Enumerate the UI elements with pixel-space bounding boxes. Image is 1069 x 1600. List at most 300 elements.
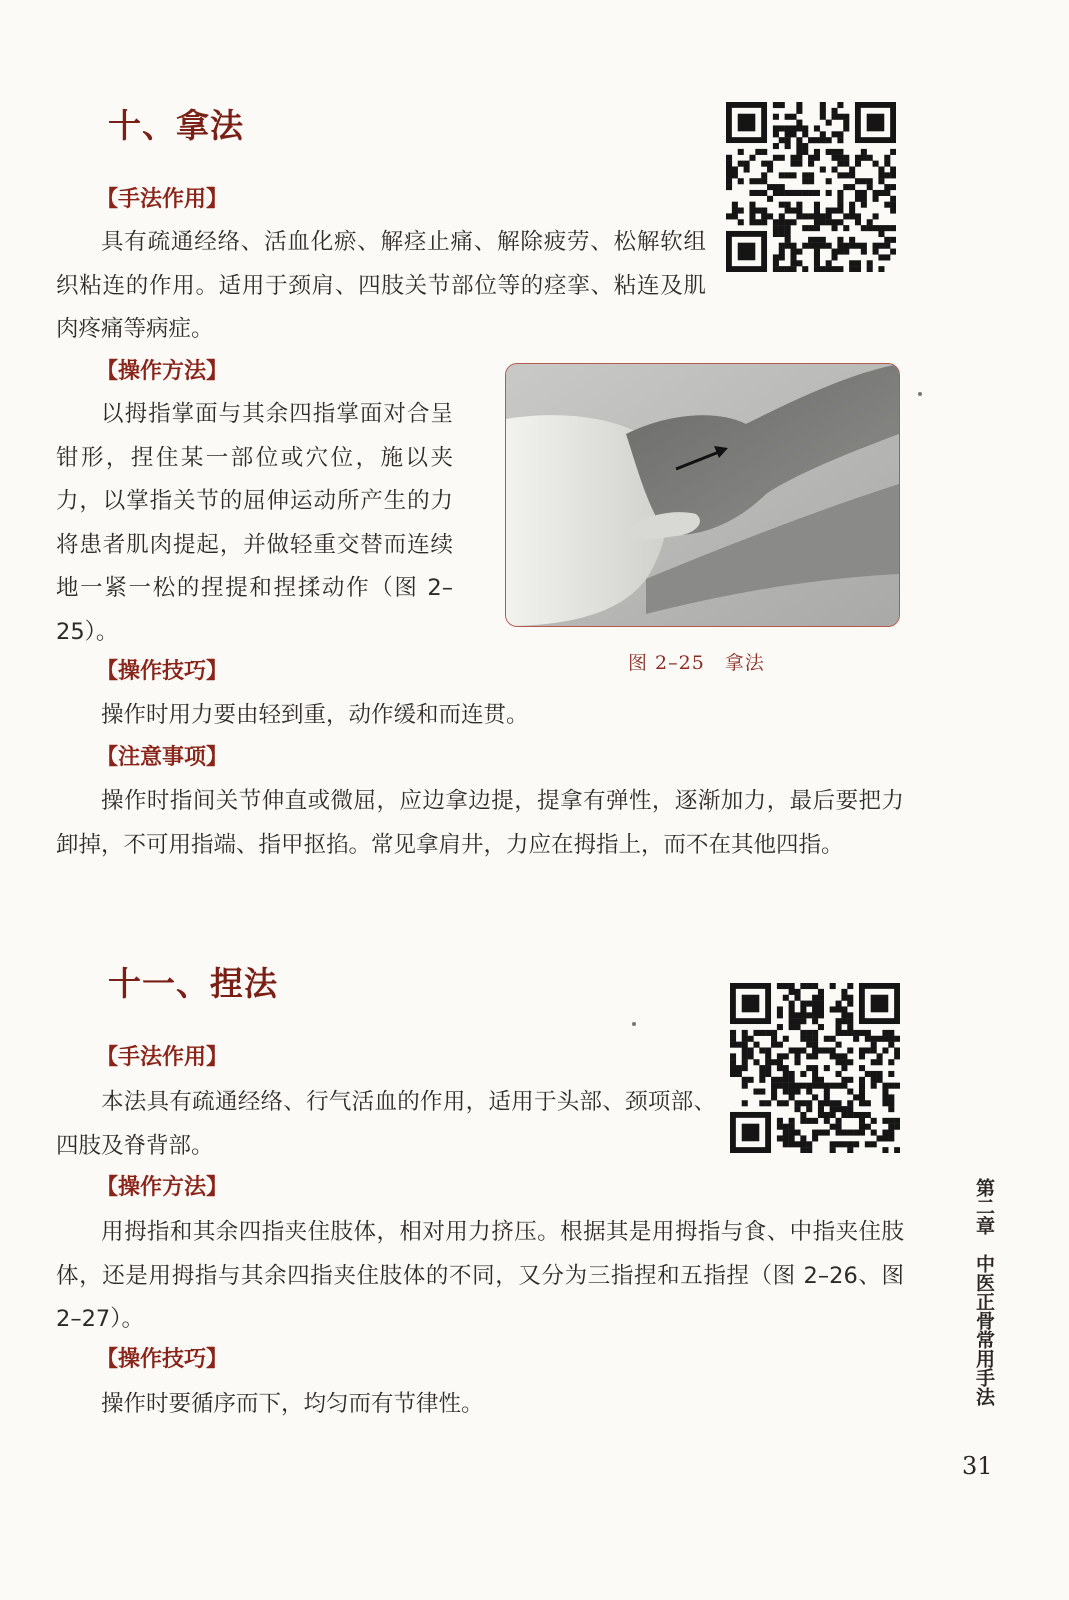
qr-module [814,137,820,143]
qr-module [814,219,820,225]
qr-module [832,149,838,155]
qr-module [790,190,796,196]
qr-module [832,108,838,114]
qr-module [812,1012,818,1018]
qr-module [759,1077,765,1083]
qr-module [761,172,767,178]
qr-module [878,254,884,260]
qr-module [855,243,861,249]
qr-module [748,1077,754,1083]
qr-module [894,1124,900,1130]
qr-module [849,172,855,178]
qr-module [748,1047,754,1053]
qr-module [790,249,796,255]
qr-module [888,1100,894,1106]
qr-module [841,1077,847,1083]
qr-module [859,1124,865,1130]
qr-module [755,219,761,225]
qr-module [878,225,884,231]
qr-module [796,249,802,255]
qr-module [808,178,814,184]
qr-module [749,208,755,214]
qr-module [855,190,861,196]
qr-module [855,219,861,225]
qr-module [790,219,796,225]
qr-module [812,1001,818,1007]
qr-module [812,983,818,989]
qr-module [771,1077,777,1083]
qr-module [802,243,808,249]
qr-module [794,995,800,1001]
qr-module [748,1036,754,1042]
qr-module [779,225,785,231]
qr-module [785,125,791,131]
qr-module [888,1071,894,1077]
qr-module [843,172,849,178]
chapter-side-label: 第二章 中医正骨常用手法 [973,1178,995,1406]
qr-module [841,1130,847,1136]
qr-module [871,1071,877,1077]
qr-module [882,1135,888,1141]
qr-module [871,1047,877,1053]
qr-module [759,1100,765,1106]
qr-module [777,1124,783,1130]
qr-module [884,225,890,231]
qr-module [843,243,849,249]
qr-module [794,1053,800,1059]
qr-module [773,219,779,225]
qr-module [890,225,896,231]
qr-module [865,1071,871,1077]
qr-module [826,178,832,184]
qr-module [873,225,879,231]
qr-module [796,202,802,208]
qr-module [800,1036,806,1042]
qr-module [789,1012,795,1018]
qr-module [755,208,761,214]
qr-module [761,190,767,196]
qr-module [806,1147,812,1153]
qr-module [773,266,779,272]
qr-module [820,114,826,120]
qr-module [836,1130,842,1136]
qr-module [726,213,732,219]
qr-module [759,1047,765,1053]
qr-module [841,1106,847,1112]
qr-module [796,149,802,155]
qr-module [841,1006,847,1012]
qr-module [878,166,884,172]
qr-module [818,1112,824,1118]
qr-module [785,231,791,237]
qr-module [890,208,896,214]
qr-module [742,1077,748,1083]
qr-module [820,108,826,114]
qr-module [726,166,732,172]
qr-module [836,1006,842,1012]
qr-module [759,1071,765,1077]
qr-module [738,219,744,225]
qr-module [777,1053,783,1059]
qr-module [790,254,796,260]
qr-module [800,1001,806,1007]
qr-module [818,1001,824,1007]
qr-module [867,266,873,272]
qr-module [832,155,838,161]
qr-module [742,1053,748,1059]
qr-module [888,1094,894,1100]
qr-module [742,1065,748,1071]
qr-module [790,172,796,178]
qr-module [808,213,814,219]
qr-module [771,1030,777,1036]
qr-module [877,1071,883,1077]
qr-module [847,1059,853,1065]
print-speck [918,392,922,396]
qr-module [812,1065,818,1071]
qr-module [800,983,806,989]
qr-module [884,243,890,249]
qr-module [843,120,849,126]
qr-module [849,260,855,266]
qr-module [894,1118,900,1124]
qr-module [859,1112,865,1118]
qr-module [779,219,785,225]
qr-module [836,1083,842,1089]
qr-module [832,225,838,231]
qr-module [849,266,855,272]
qr-module [832,208,838,214]
qr-module [783,1135,789,1141]
qr-module [777,1083,783,1089]
qr-module [742,1083,748,1089]
qr-module [794,1083,800,1089]
qr-module [877,1077,883,1083]
qr-module [812,1071,818,1077]
qr-module [794,989,800,995]
qr-module [882,1036,888,1042]
qr-code-icon[interactable] [730,983,900,1153]
qr-module [802,131,808,137]
qr-module [867,219,873,225]
qr-module [837,137,843,143]
qr-module [837,196,843,202]
qr-module [873,243,879,249]
qr-module [806,1036,812,1042]
qr-module [738,178,744,184]
qr-module [773,225,779,231]
qr-module [777,1042,783,1048]
qr-module [826,149,832,155]
qr-module [841,989,847,995]
qr-module [773,155,779,161]
nafa-hand-illustration [506,364,899,626]
qr-module [771,1089,777,1095]
qr-module [779,184,785,190]
qr-module [836,1042,842,1048]
qr-module [812,1006,818,1012]
qr-module [847,1141,853,1147]
qr-module [836,1071,842,1077]
qr-module [859,1100,865,1106]
qr-module [837,102,843,108]
qr-module [853,1036,859,1042]
qr-module [830,1112,836,1118]
qr-module [794,1059,800,1065]
qr-module [837,266,843,272]
qr-module [806,1065,812,1071]
qr-module [808,137,814,143]
qr-module [837,190,843,196]
qr-module [867,225,873,231]
qr-module [789,1083,795,1089]
qr-module [859,1089,865,1095]
qr-module [814,237,820,243]
qr-module [726,178,732,184]
qr-module [830,1106,836,1112]
qr-module [800,1071,806,1077]
qr-module [744,161,750,167]
qr-module [859,1130,865,1136]
qr-module [836,1141,842,1147]
qr-module [877,1053,883,1059]
qr-module [818,1012,824,1018]
qr-module [789,1006,795,1012]
qr-module [861,243,867,249]
qr-module [730,1059,736,1065]
qr-module [765,1047,771,1053]
paragraph-method [56,393,453,654]
qr-module [847,1130,853,1136]
qr-module [882,1047,888,1053]
qr-module [806,1053,812,1059]
qr-module [841,1030,847,1036]
qr-module [861,225,867,231]
qr-module [826,120,832,126]
qr-module [783,1071,789,1077]
notes-text: 操作时指间关节伸直或微屈，应边拿边提，提拿有弹性，逐渐加力，最后要把力卸掉，不可用指端、指甲抠掐。常见拿肩井，力应在拇指上，而不在其他四指。 [56,788,904,858]
qr-module [867,184,873,190]
qr-module [814,202,820,208]
qr-module [783,1130,789,1136]
qr-module [894,1147,900,1153]
label-method: 【操作方法】 [96,359,229,384]
qr-module [837,114,843,120]
qr-module [773,190,779,196]
qr-module [777,1012,783,1018]
qr-module [830,983,836,989]
qr-module [884,172,890,178]
qr-module [812,1118,818,1124]
qr-module [820,213,826,219]
qr-module [730,1042,736,1048]
qr-module [808,172,814,178]
qr-module [730,1071,736,1077]
qr-module [843,184,849,190]
qr-module [796,108,802,114]
qr-module [841,1065,847,1071]
qr-module [779,137,785,143]
qr-module [753,1042,759,1048]
qr-module [736,1071,742,1077]
qr-module [806,1001,812,1007]
qr-module [855,196,861,202]
qr-module [796,125,802,131]
qr-module [773,125,779,131]
method-text: 以拇指掌面与其余四指掌面对合呈钳形，捏住某一部位或穴位，施以夹力，以掌指关节的屈伸运动所产生的力将患者肌肉提起，并做轻重交替而连续地一紧一松的捏提和捏揉动作（图 2–25）。 [56,401,453,645]
qr-module [753,1030,759,1036]
qr-module [730,1065,736,1071]
qr-module [789,1071,795,1077]
qr-module [847,1147,853,1153]
qr-module [884,254,890,260]
qr-module [777,1100,783,1106]
qr-module [742,1059,748,1065]
qr-module [742,1100,748,1106]
qr-module [802,225,808,231]
qr-module [820,266,826,272]
qr-module [785,190,791,196]
figure-2-25-photo [505,363,900,627]
qr-module [796,161,802,167]
qr-module [882,1030,888,1036]
qr-module [779,202,785,208]
qr-module [767,196,773,202]
qr-module [814,243,820,249]
qr-module [882,1089,888,1095]
qr-module [830,1006,836,1012]
qr-module [796,155,802,161]
qr-module [796,190,802,196]
qr-module [765,1030,771,1036]
qr-module [785,237,791,243]
qr-module [806,1100,812,1106]
qr-module [837,149,843,155]
qr-module [820,219,826,225]
qr-module [878,231,884,237]
qr-module [820,137,826,143]
qr-module [826,190,832,196]
qr-module [812,1042,818,1048]
qr-module [794,1018,800,1024]
qr-module [779,249,785,255]
qr-module [820,237,826,243]
qr-module [761,149,767,155]
qr-module [820,131,826,137]
qr-module [841,995,847,1001]
qr-module [888,1059,894,1065]
qr-module [843,155,849,161]
qr-module [818,1006,824,1012]
qr-module [812,1047,818,1053]
qr-module [777,1059,783,1065]
qr-module [849,166,855,172]
qr-module [802,149,808,155]
qr-module [785,131,791,137]
qr-module [765,1059,771,1065]
qr-module [877,1036,883,1042]
qr-module [790,266,796,272]
qr-module [865,1112,871,1118]
qr-module [859,1118,865,1124]
qr-module [789,1024,795,1030]
qr-module [785,202,791,208]
qr-module [802,213,808,219]
qr-module [882,1100,888,1106]
qr-module [888,1083,894,1089]
qr-module [826,266,832,272]
qr-module [761,161,767,167]
qr-module [884,161,890,167]
qr-module [783,1065,789,1071]
qr-module [894,1083,900,1089]
qr-module [749,155,755,161]
qr-module [843,125,849,131]
qr-module [826,137,832,143]
skill-text: 操作时用力要由轻到重，动作缓和而连贯。 [101,702,529,728]
qr-module [789,1135,795,1141]
qr-module [890,237,896,243]
qr-module [806,1012,812,1018]
qr-module [814,254,820,260]
qr-module [812,1018,818,1024]
qr-module [832,219,838,225]
qr-code-icon[interactable] [726,102,896,272]
qr-module [882,1094,888,1100]
qr-module [812,1053,818,1059]
qr-module [773,114,779,120]
qr-module [814,266,820,272]
qr-module [836,1053,842,1059]
qr-module [812,995,818,1001]
qr-module [818,1047,824,1053]
qr-module [755,190,761,196]
qr-module [783,1089,789,1095]
qr-module [855,266,861,272]
section-title-niefa: 十一、捏法 [108,964,278,1003]
qr-module [855,213,861,219]
qr-module [836,1018,842,1024]
qr-module [855,155,861,161]
qr-module [790,131,796,137]
qr-module [847,1077,853,1083]
qr-module [877,1059,883,1065]
qr-module [790,161,796,167]
qr-module [861,196,867,202]
qr-module [783,1083,789,1089]
qr-module [824,1036,830,1042]
qr-module [818,1106,824,1112]
qr-module [726,161,732,167]
qr-module [794,1100,800,1106]
qr-module [812,1130,818,1136]
qr-module [818,1083,824,1089]
qr-module [847,1100,853,1106]
qr-module [759,1065,765,1071]
label-effect: 【手法作用】 [96,187,229,212]
qr-module [800,1147,806,1153]
qr-module [790,260,796,266]
qr-module [738,208,744,214]
qr-module [812,1094,818,1100]
qr-module [837,161,843,167]
qr-module [853,1030,859,1036]
qr-module [837,237,843,243]
qr-module [796,120,802,126]
qr-module [865,1047,871,1053]
qr-module [818,1100,824,1106]
qr-module [806,1042,812,1048]
